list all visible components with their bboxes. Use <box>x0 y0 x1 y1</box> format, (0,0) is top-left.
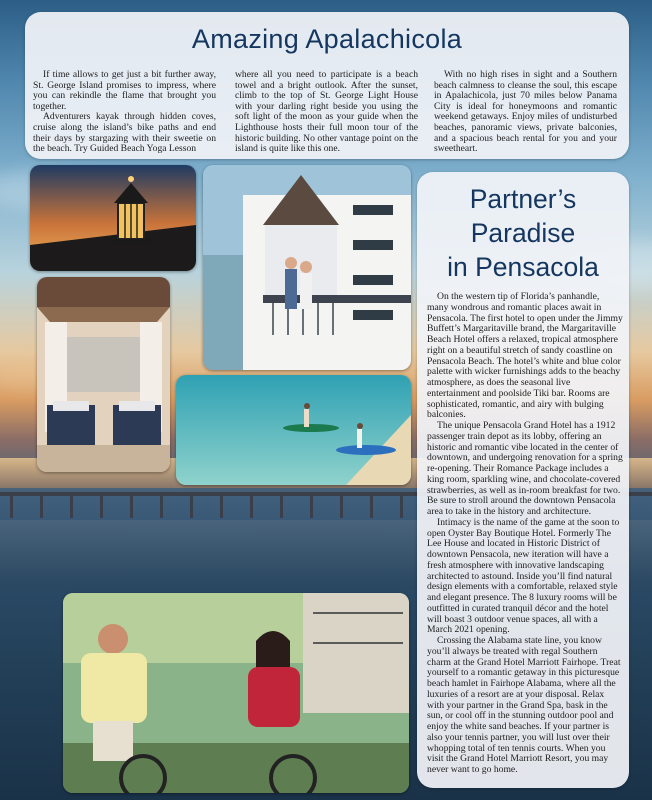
paragraph: Adventurers kayak through hidden coves, cruise along the island’s bike paths and end their days by stargazing with their sweetie on the beach. Try Guided Beach Yoga Lesson <box>33 111 216 155</box>
apalachicola-title: Amazing Apalachicola <box>191 24 463 54</box>
couple-biking-photo <box>63 593 409 793</box>
paragraph: The unique Pensacola Grand Hotel has a 1912 passenger train depot as its lobby, offering an historic and romantic vibe located in the center of downtown, and undergoing renovation for a spring re-opening. Their Romance Package includes a king room, sparkling wine, and chocolate-covered strawberries, as well as in-room breakfast for two. Be sure to stroll around the downtown Pensacola area to take in the history and architecture. <box>427 420 623 517</box>
paddleboard-photo <box>176 375 411 485</box>
apalachicola-column-1 <box>33 70 216 155</box>
title-line: Paradise <box>470 218 576 248</box>
hotel-balcony-photo <box>203 165 411 370</box>
paragraph: On the western tip of Florida’s panhandle, many wondrous and romantic places await in Pensacola. The first hotel to open under the Jimmy Buffett’s Margaritaville brand, the Margaritaville Beach Hotel offers a relaxed, tropical atmosphere right on a beautiful stretch of sandy coastline on Pensacola Beach. The hotel’s white and blue color palette with wicker furnishings adds to the beachy atmosphere, as does the seasonal live entertainment and poolside Tiki bar. Rooms are sophisticated, romantic, and airy with bulging balconies. <box>427 291 623 421</box>
title-line: in Pensacola <box>447 252 599 282</box>
title-line: Partner’s <box>469 184 577 214</box>
paragraph: Crossing the Alabama state line, you know you’ll always be treated with regal Southern charm at the Grand Hotel Marriott Fairhope. Treat yourself to a romantic getaway in this picturesque beach hamlet in Fairhope Alabama, where all the luxuries of a resort are at your disposal. Relax with your partner in the Grand Spa, bask in the sun, or cool off in the stunning outdoor pool and enjoy the white sand beaches. If your partner is also your tennis partner, you will lust over their whopping total of ten tennis courts. When you visit the Grand Hotel Marriott Resort, you may never want to go home. <box>427 635 621 775</box>
paragraph: where all you need to participate is a beach towel and a bright outlook. After the sunset, climb to the top of St. George Light House with your darling right beside you using the soft light of the moon as your guide when the Lighthouse hosts their full moon tour of the historic building. No other vantage point on the island is quite like this one. <box>235 69 418 155</box>
pensacola-panel <box>417 172 629 788</box>
paragraph: Intimacy is the name of the game at the soon to open Oyster Bay Boutique Hotel. Formerly The Lee House and located in Historic District of downtown Pensacola, new iteration will have a fresh atmosphere with innovative landscaping architected to astound. Inside you’ll find natural design elements with a comfortable, relaxed style and elegant presence. The 8 luxury rooms will be outfitted in curated tranquil décor and the hotel will boast 3 outdoor venue spaces, all with a March 2021 opening. <box>427 516 620 636</box>
paragraph: If time allows to get just a bit further away, St. George Island promises to impress, where you can rekindle the flame that brought you together. <box>33 69 216 112</box>
lighthouse-photo <box>30 165 196 271</box>
pensacola-title <box>417 182 629 284</box>
apalachicola-column-3 <box>434 70 617 155</box>
apalachicola-panel <box>25 12 629 159</box>
pensacola-article-body <box>427 292 623 776</box>
cabana-photo <box>37 277 170 472</box>
paragraph: With no high rises in sight and a Southern beach calmness to cleanse the soul, this escape in Apalachicola, just 70 miles below Panama City is ideal for honeymoons and romantic weekend getaways. Enjoy miles of undisturbed beaches, panoramic views, private balconies, and a spacious beach rental for you and your sweetheart. <box>434 69 617 155</box>
apalachicola-column-2 <box>235 70 418 155</box>
